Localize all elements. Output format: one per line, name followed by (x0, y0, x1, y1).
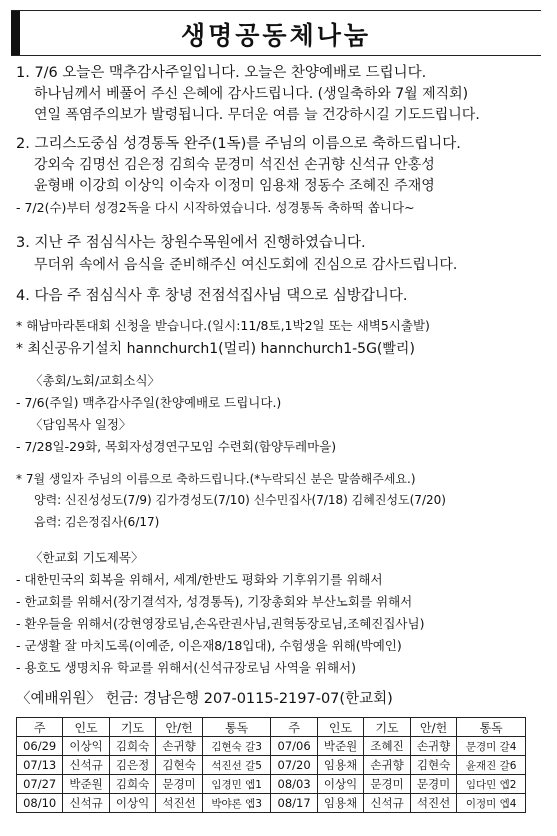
table-cell: 07/06 (271, 737, 317, 756)
table-cell: 08/03 (271, 775, 317, 794)
table-cell: 김현숙 (410, 756, 457, 775)
table-cell: 문경미 (156, 775, 203, 794)
column-header: 안/헌 (410, 718, 457, 737)
table-cell: 김희숙 (109, 775, 156, 794)
table-cell: 김은정 (109, 756, 156, 775)
prayer-line: - 한교회를 위해서(장기결석자, 성경통독), 기장총회와 부산노회를 위해서 (16, 594, 413, 609)
notice-line: 3. 지난 주 점심식사는 창원수목원에서 진행하였습니다. (16, 235, 366, 251)
notice-line: 2. 그리스도중심 성경통독 완주(1독)를 주님의 이름으로 축하드립니다. (16, 136, 461, 152)
notice-line: * 해남마라톤대회 신청을 받습니다.(일시:11/8토,1박2일 또는 새벽5시출발) (16, 318, 430, 333)
table-cell: 석진선 (410, 794, 457, 813)
table-cell: 석진선 (156, 794, 203, 813)
column-header: 주 (271, 718, 317, 737)
worship-staff-heading: 〈예배위원〉 헌금: 경남은행 207-0115-2197-07(한교회) (16, 691, 393, 707)
table-cell: 박야론 엡3 (202, 794, 271, 813)
table-cell: 박준원 (317, 737, 364, 756)
table-cell: 손귀향 (156, 737, 203, 756)
section-heading: 〈총회/노회/교회소식〉 (30, 373, 161, 388)
table-cell: 이상익 (317, 775, 364, 794)
section-heading: 〈한교회 기도제목〉 (30, 550, 144, 565)
table-cell: 신석규 (63, 756, 110, 775)
notice-line: 1. 7/6 오늘은 맥추감사주일입니다. 오늘은 찬양예배로 드립니다. (16, 65, 427, 81)
column-header: 주 (17, 718, 63, 737)
column-header: 기도 (364, 718, 411, 737)
table-cell: 문경미 (364, 775, 411, 794)
notice-line: - 7/6(주일) 맥추감사주일(찬양예배로 드립니다.) (16, 395, 282, 410)
title-banner (11, 10, 541, 56)
column-header: 안/헌 (156, 718, 203, 737)
prayer-line: - 환우들을 위해서(강현영장로님,손옥란권사님,권혁동장로님,조혜진집사님) (16, 616, 425, 631)
notice-line: 4. 다음 주 점심식사 후 창녕 전점석집사님 댁으로 심방갑니다. (16, 288, 408, 304)
table-cell: 07/20 (271, 756, 317, 775)
prayer-line: - 대한민국의 회복을 위해서, 세계/한반도 평화와 기후위기를 위해서 (16, 572, 383, 587)
table-cell: 07/27 (17, 775, 63, 794)
notice-line: - 7/28일-29화, 목회자성경연구모임 수련회(함양두레마을) (16, 439, 337, 454)
column-header: 인도 (63, 718, 110, 737)
worship-staff-table (16, 717, 526, 813)
table-cell: 이상익 (109, 794, 156, 813)
table-cell: 임용채 (317, 756, 364, 775)
table-row (17, 737, 526, 756)
notice-line: 강외숙 김명선 김은정 김희숙 문경미 석진선 손귀향 신석규 안홍성 (34, 157, 435, 173)
table-cell: 08/10 (17, 794, 63, 813)
column-header: 통독 (202, 718, 271, 737)
table-cell: 07/13 (17, 756, 63, 775)
table-cell: 조혜진 (364, 737, 411, 756)
notice-line: 하나님께서 베풀어 주신 은혜에 감사드립니다. (생일축하와 7월 제직회) (34, 86, 469, 102)
table-cell: 문경미 갈4 (457, 737, 526, 756)
table-row (17, 756, 526, 775)
table-cell: 김현숙 (156, 756, 203, 775)
table-cell: 김현숙 갈3 (202, 737, 271, 756)
notice-line: 양력: 신진성성도(7/9) 김가경성도(7/10) 신수민집사(7/18) 김혜진성도(7/20) (34, 493, 446, 507)
column-header: 통독 (457, 718, 526, 737)
table-cell: 문경미 (410, 775, 457, 794)
notice-line: - 7/2(수)부터 성경2독을 다시 시작하였습니다. 성경통독 축하떡 쏩니다~ (16, 200, 415, 215)
table-cell: 손귀향 (410, 737, 457, 756)
table-header-row (17, 718, 526, 737)
table-cell: 신석규 (364, 794, 411, 813)
notice-line: 윤형배 이강희 이상익 이숙자 이정미 임용채 정동수 조혜진 주재영 (34, 178, 435, 194)
table-cell: 이상익 (63, 737, 110, 756)
table-row (17, 794, 526, 813)
table-cell: 박준원 (63, 775, 110, 794)
notice-line: 음력: 김은정집사(6/17) (34, 515, 160, 529)
table-cell: 임용채 (317, 794, 364, 813)
table-cell: 신석규 (63, 794, 110, 813)
table-cell: 06/29 (17, 737, 63, 756)
table-cell: 김희숙 (109, 737, 156, 756)
section-heading: 〈담임목사 일정〉 (30, 417, 132, 432)
column-header: 인도 (317, 718, 364, 737)
prayer-line: - 군생활 잘 마치도록(이예준, 이은재8/18입대), 수험생을 위해(박예인) (16, 638, 402, 653)
notice-line: 무더위 속에서 음식을 준비해주신 여신도회에 진심으로 감사드립니다. (34, 257, 458, 273)
notice-line: * 7월 생일자 주님의 이름으로 축하드립니다.(*누락되신 분은 말씀해주세요.) (16, 472, 416, 486)
notice-line: * 최신공유기설치 hannchurch1(멀리) hannchurch1-5G(빨리) (16, 341, 415, 357)
table-cell: 윤재진 갈6 (457, 756, 526, 775)
notice-line: 연일 폭염주의보가 발령됩니다. 무더운 여름 늘 건강하시길 기도드립니다. (34, 107, 480, 123)
table-cell: 임경민 엡1 (202, 775, 271, 794)
page-title: 생명공동체나눔 (180, 21, 372, 50)
prayer-line: - 용호도 생명치유 학교를 위해서(신석규장로님 사역을 위해서) (16, 660, 356, 675)
table-row (17, 775, 526, 794)
column-header: 기도 (109, 718, 156, 737)
table-cell: 08/17 (271, 794, 317, 813)
table-cell: 임다민 엡2 (457, 775, 526, 794)
table-cell: 석진선 갈5 (202, 756, 271, 775)
table-cell: 이정미 엡4 (457, 794, 526, 813)
table-cell: 손귀향 (364, 756, 411, 775)
